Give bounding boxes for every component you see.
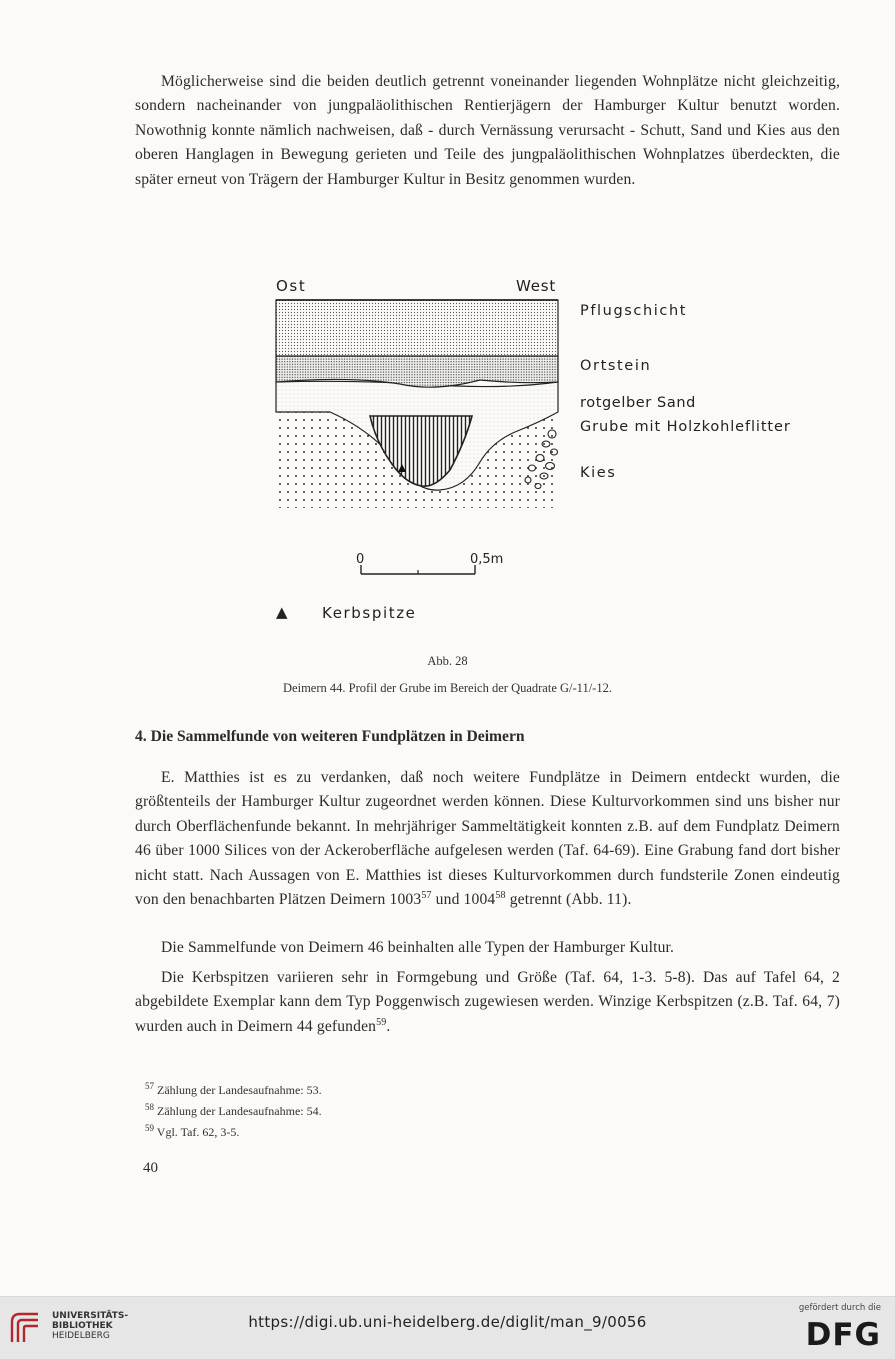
library-line-1: UNIVERSITÄTS- [52, 1311, 129, 1321]
paragraph-4-text-a: Die Kerbspitzen variieren sehr in Formgebung und Größe (Taf. 64, 1-3. 5-8). Das auf Tafel 64, 2 abgebildete Exemplar kann dem Typ Poggenwisch zugewiesen werden. Winzige Kerbspitzen (z.B. Taf. 64, 7) wurden auch in Deimern 44 gefunden [135, 969, 840, 1035]
footnote-number: 57 [145, 1081, 154, 1091]
profile-figure [260, 272, 840, 632]
page-number: 40 [143, 1160, 158, 1176]
label-ortstein: Ortstein [580, 358, 652, 374]
footnote-text: Zählung der Landesaufnahme: 53. [157, 1083, 322, 1097]
label-kies: Kies [580, 465, 617, 481]
scale-end: 0,5m [470, 552, 504, 567]
dfg-logo[interactable]: DFG [805, 1317, 881, 1353]
paragraph-4-text-b: . [386, 1017, 391, 1035]
permalink-url[interactable]: https://digi.ub.uni-heidelberg.de/diglit/man_9/0056 [248, 1313, 647, 1331]
legend-triangle-icon: ▲ [276, 603, 288, 621]
profile-diagram [260, 272, 840, 632]
label-east: Ost [276, 277, 307, 295]
library-line-2: BIBLIOTHEK [52, 1321, 113, 1331]
footnote-ref-58: 58 [495, 889, 506, 901]
scale-bar [361, 565, 475, 574]
layer-pflugschicht [276, 300, 558, 356]
label-sand: rotgelber Sand [580, 395, 696, 411]
library-line-3: HEIDELBERG [52, 1331, 110, 1341]
funding-label: gefördert durch die [798, 1303, 881, 1313]
footnote-ref-57: 57 [421, 889, 432, 901]
footnote-text: Zählung der Landesaufnahme: 54. [157, 1104, 322, 1118]
footnote-text: Vgl. Taf. 62, 3-5. [156, 1125, 240, 1139]
label-west: West [516, 277, 557, 295]
caption-text: Deimern 44. Profil der Grube im Bereich der Quadrate G/-11/-12. [283, 681, 612, 695]
scale-zero: 0 [356, 552, 365, 567]
paragraph-3-text: Die Sammelfunde von Deimern 46 beinhalten alle Typen der Hamburger Kultur. [161, 939, 675, 956]
footnote-59 [145, 1125, 239, 1140]
paragraph-2-text-c: getrennt (Abb. 11). [505, 891, 632, 909]
paragraph-3 [135, 936, 840, 960]
caption-title: Abb. 28 [427, 654, 468, 668]
paragraph-1-text: Möglicherweise sind die beiden deutlich getrennt voneinander liegenden Wohnplätze nicht gleichzeitig, sondern nacheinander von jungpaläolithischen Rentierjägern der Hamburger Kultur benutzt worden. Nowothnig konnte nämlich nachweisen, daß - durch Vernässung verursacht - Schutt, Sand und Kies aus den oberen Hanglagen in Bewegung gerieten und Teile des jungpaläolithischen Wohnplatzes überdeckten, die später erneut von Trägern der Hamburger Kultur in Besitz genommen wurden. [135, 73, 840, 188]
paragraph-2 [135, 766, 840, 912]
footnote-57 [145, 1083, 322, 1098]
label-grube: Grube mit Holzkohleflitter [580, 419, 791, 435]
paragraph-1 [135, 70, 840, 192]
footnote-ref-59: 59 [376, 1016, 387, 1028]
footnote-58 [145, 1104, 322, 1119]
paragraph-2-text-a: E. Matthies ist es zu verdanken, daß noch weitere Fundplätze in Deimern entdeckt wurden, die größtenteils der Hamburger Kultur zugeordnet werden können. Diese Kulturvorkommen sind uns bisher nur durch Oberflächenfunde bekannt. In mehrjähriger Sammeltätigkeit konnten z.B. auf dem Fundplatz Deimern 46 über 1000 Silices von der Ackeroberfläche aufgelesen werden (Taf. 64-69). Eine Grabung fand dort bisher nicht statt. Nach Aussagen von E. Matthies ist dieses Kulturvorkommen durch fundsterile Zonen eindeutig von den benachbarten Plätzen Deimern 1003 [135, 769, 840, 909]
footnote-number: 59 [145, 1123, 154, 1133]
footnote-number: 58 [145, 1102, 154, 1112]
legend-label: Kerbspitze [322, 604, 417, 622]
viewer-footer [0, 1296, 895, 1359]
label-pflugschicht: Pflugschicht [580, 303, 688, 319]
section-heading: 4. Die Sammelfunde von weiteren Fundplätzen in Deimern [135, 728, 525, 745]
paragraph-2-text-b: und 1004 [431, 891, 496, 909]
paragraph-4 [135, 966, 840, 1039]
